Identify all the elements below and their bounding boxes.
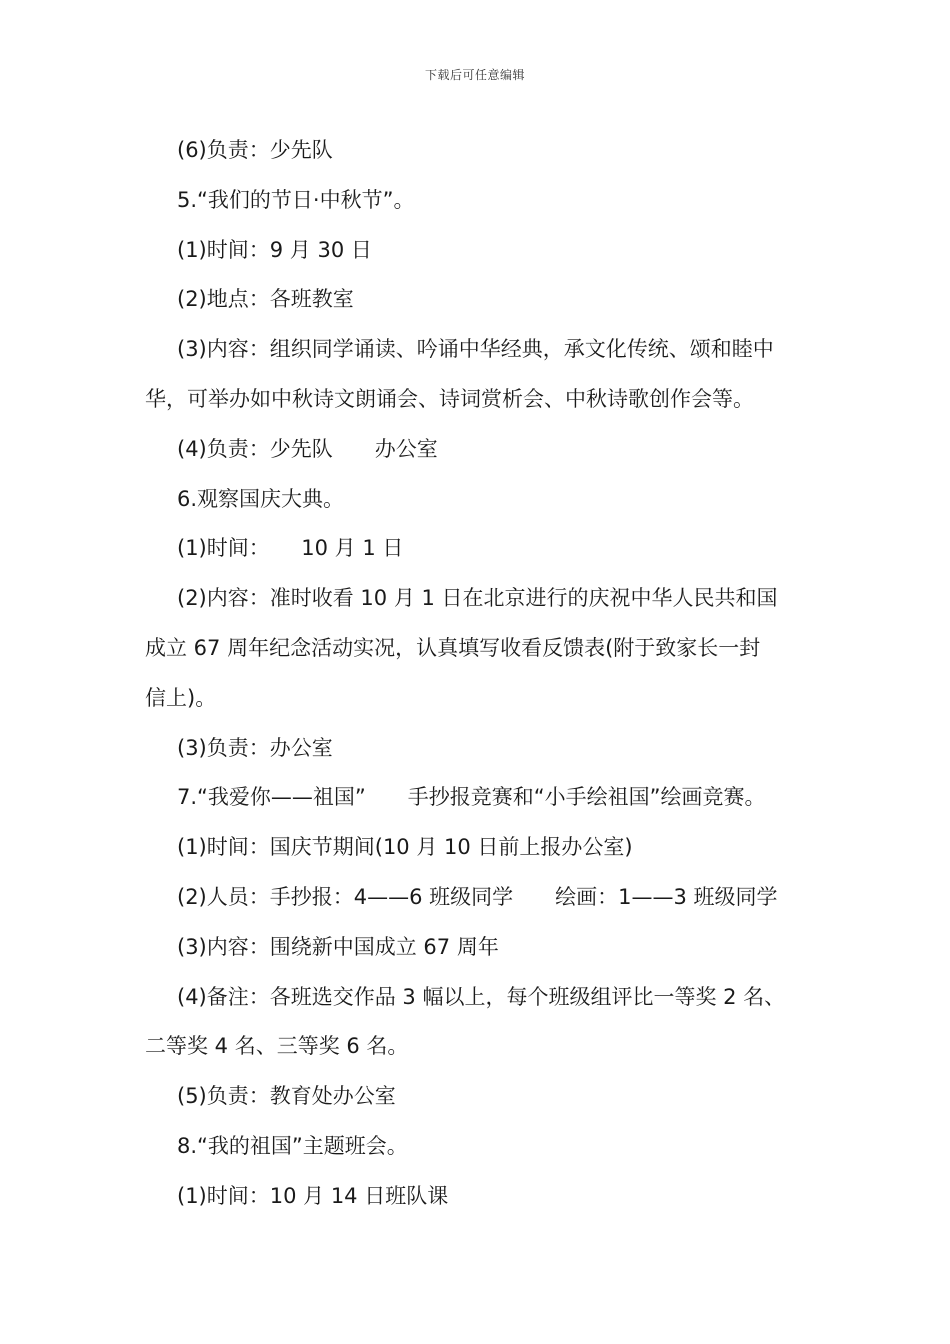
section-heading: 6.观察国庆大典。	[177, 486, 345, 511]
paragraph-line: (1)时间：国庆节期间(10 月 10 日前上报办公室)	[177, 835, 633, 860]
paragraph-line: (6)负责：少先队	[177, 138, 333, 162]
paragraph-line: 二等奖 4 名、三等奖 6 名。	[145, 1034, 409, 1059]
paragraph-line: (4)负责：少先队 办公室	[177, 436, 438, 461]
paragraph-line: 成立 67 周年纪念活动实况，认真填写收看反馈表(附于致家长一封	[145, 635, 761, 660]
paragraph-line: (2)人员：手抄报：4——6 班级同学 绘画：1——3 班级同学	[177, 884, 778, 909]
paragraph-line: (2)地点：各班教室	[177, 287, 354, 312]
paragraph-line: (1)时间：10 月 14 日班队课	[177, 1183, 449, 1208]
paragraph-line: (1)时间：9 月 30 日	[177, 237, 372, 262]
paragraph-line: (4)备注：各班选交作品 3 幅以上，每个班级组评比一等奖 2 名、	[177, 984, 786, 1009]
section-heading: 7.“我爱你——祖国” 手抄报竞赛和“小手绘祖国”绘画竞赛。	[177, 785, 766, 810]
section-heading: 8.“我的祖国”主题班会。	[177, 1133, 408, 1158]
page-header: 下载后可任意编辑	[424, 68, 525, 82]
paragraph-line: (3)内容：围绕新中国成立 67 周年	[177, 934, 499, 959]
paragraph-line: (2)内容：准时收看 10 月 1 日在北京进行的庆祝中华人民共和国	[177, 586, 778, 611]
paragraph-line: (3)内容：组织同学诵读、吟诵中华经典，承文化传统、颂和睦中	[177, 337, 774, 362]
paragraph-line: 华，可举办如中秋诗文朗诵会、诗词赏析会、中秋诗歌创作会等。	[145, 386, 754, 411]
paragraph-line: (1)时间： 10 月 1 日	[177, 536, 404, 561]
section-heading: 5.“我们的节日·中秋节”。	[177, 187, 415, 212]
document-body	[145, 126, 825, 1222]
paragraph-line: (5)负责：教育处办公室	[177, 1084, 396, 1109]
paragraph-line: (3)负责：办公室	[177, 735, 333, 760]
paragraph-line: 信上)。	[145, 685, 217, 710]
